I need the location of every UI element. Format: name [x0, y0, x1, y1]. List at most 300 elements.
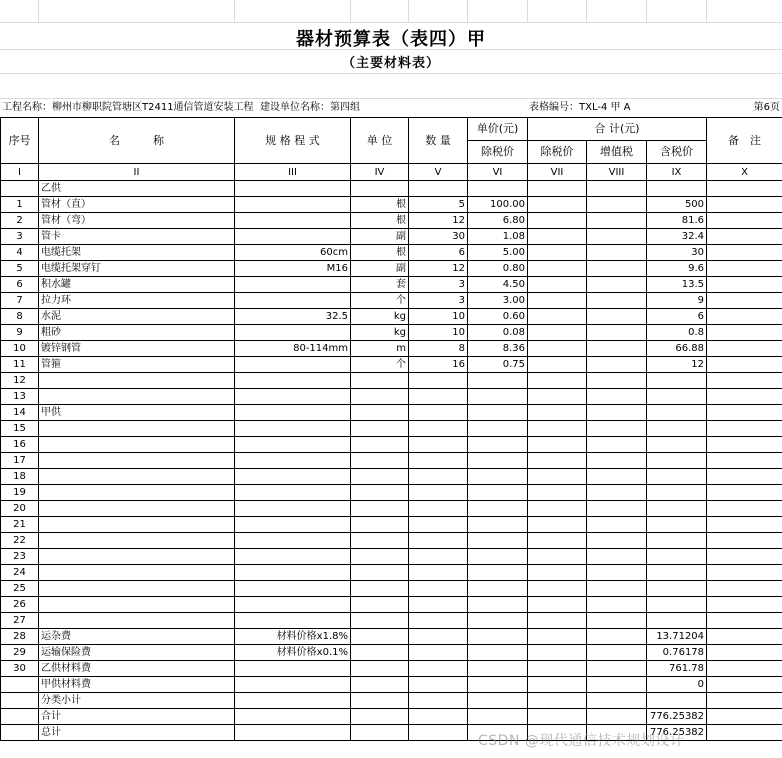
- row-spec[interactable]: [235, 181, 351, 197]
- row-seq[interactable]: 21: [1, 517, 39, 533]
- row-seq[interactable]: 10: [1, 341, 39, 357]
- row-qty[interactable]: 10: [409, 325, 468, 341]
- row-unit-price[interactable]: [468, 709, 528, 725]
- row-ex-tax[interactable]: [528, 389, 587, 405]
- row-name[interactable]: [39, 549, 235, 565]
- row-ex-tax[interactable]: [528, 485, 587, 501]
- row-spec[interactable]: [235, 725, 351, 741]
- row-remark[interactable]: [707, 373, 782, 389]
- row-remark[interactable]: [707, 325, 782, 341]
- row-vat[interactable]: [587, 469, 647, 485]
- row-vat[interactable]: [587, 709, 647, 725]
- row-remark[interactable]: [707, 661, 782, 677]
- row-seq[interactable]: 24: [1, 565, 39, 581]
- row-qty[interactable]: [409, 421, 468, 437]
- row-name[interactable]: 电缆托架穿钉: [39, 261, 235, 277]
- row-vat[interactable]: [587, 661, 647, 677]
- row-unit-price[interactable]: 8.36: [468, 341, 528, 357]
- row-ex-tax[interactable]: [528, 341, 587, 357]
- row-ex-tax[interactable]: [528, 261, 587, 277]
- row-spec[interactable]: [235, 229, 351, 245]
- row-unit[interactable]: [351, 501, 409, 517]
- row-unit-price[interactable]: 5.00: [468, 245, 528, 261]
- row-remark[interactable]: [707, 677, 782, 693]
- row-qty[interactable]: [409, 677, 468, 693]
- row-unit[interactable]: [351, 373, 409, 389]
- row-unit[interactable]: [351, 533, 409, 549]
- row-spec[interactable]: [235, 421, 351, 437]
- row-unit[interactable]: 根: [351, 197, 409, 213]
- row-name[interactable]: [39, 565, 235, 581]
- row-spec[interactable]: [235, 565, 351, 581]
- row-unit-price[interactable]: [468, 693, 528, 709]
- row-seq[interactable]: 7: [1, 293, 39, 309]
- row-unit-price[interactable]: [468, 501, 528, 517]
- row-ex-tax[interactable]: [528, 293, 587, 309]
- row-qty[interactable]: 12: [409, 261, 468, 277]
- row-seq[interactable]: 22: [1, 533, 39, 549]
- row-ex-tax[interactable]: [528, 709, 587, 725]
- row-seq[interactable]: [1, 677, 39, 693]
- row-remark[interactable]: [707, 693, 782, 709]
- row-vat[interactable]: [587, 581, 647, 597]
- row-seq[interactable]: [1, 181, 39, 197]
- row-spec[interactable]: [235, 437, 351, 453]
- row-incl-tax[interactable]: [647, 453, 707, 469]
- row-name[interactable]: 镀锌钢管: [39, 341, 235, 357]
- row-ex-tax[interactable]: [528, 501, 587, 517]
- row-name[interactable]: 运输保险费: [39, 645, 235, 661]
- row-qty[interactable]: [409, 501, 468, 517]
- row-remark[interactable]: [707, 213, 782, 229]
- row-vat[interactable]: [587, 373, 647, 389]
- row-unit[interactable]: [351, 485, 409, 501]
- row-vat[interactable]: [587, 517, 647, 533]
- row-qty[interactable]: [409, 485, 468, 501]
- row-unit-price[interactable]: 0.60: [468, 309, 528, 325]
- row-name[interactable]: [39, 613, 235, 629]
- row-qty[interactable]: [409, 469, 468, 485]
- row-name[interactable]: 积水罐: [39, 277, 235, 293]
- row-name[interactable]: [39, 469, 235, 485]
- row-unit-price[interactable]: 0.08: [468, 325, 528, 341]
- row-incl-tax[interactable]: 761.78: [647, 661, 707, 677]
- row-remark[interactable]: [707, 277, 782, 293]
- row-spec[interactable]: [235, 373, 351, 389]
- row-spec[interactable]: [235, 581, 351, 597]
- row-incl-tax[interactable]: 0.76178: [647, 645, 707, 661]
- row-name[interactable]: [39, 421, 235, 437]
- row-unit-price[interactable]: [468, 533, 528, 549]
- row-name[interactable]: [39, 581, 235, 597]
- row-spec[interactable]: [235, 501, 351, 517]
- row-vat[interactable]: [587, 597, 647, 613]
- row-qty[interactable]: 8: [409, 341, 468, 357]
- row-unit-price[interactable]: [468, 677, 528, 693]
- row-ex-tax[interactable]: [528, 229, 587, 245]
- row-remark[interactable]: [707, 645, 782, 661]
- row-qty[interactable]: [409, 629, 468, 645]
- row-vat[interactable]: [587, 485, 647, 501]
- row-unit-price[interactable]: 6.80: [468, 213, 528, 229]
- row-ex-tax[interactable]: [528, 453, 587, 469]
- row-unit[interactable]: [351, 517, 409, 533]
- row-ex-tax[interactable]: [528, 309, 587, 325]
- row-ex-tax[interactable]: [528, 469, 587, 485]
- row-spec[interactable]: [235, 213, 351, 229]
- row-seq[interactable]: 18: [1, 469, 39, 485]
- row-ex-tax[interactable]: [528, 421, 587, 437]
- row-qty[interactable]: [409, 373, 468, 389]
- row-vat[interactable]: [587, 309, 647, 325]
- row-name[interactable]: [39, 437, 235, 453]
- row-ex-tax[interactable]: [528, 437, 587, 453]
- row-ex-tax[interactable]: [528, 181, 587, 197]
- row-spec[interactable]: 60cm: [235, 245, 351, 261]
- row-ex-tax[interactable]: [528, 629, 587, 645]
- row-unit[interactable]: [351, 437, 409, 453]
- row-vat[interactable]: [587, 389, 647, 405]
- row-seq[interactable]: 9: [1, 325, 39, 341]
- row-qty[interactable]: [409, 437, 468, 453]
- row-vat[interactable]: [587, 629, 647, 645]
- row-seq[interactable]: 16: [1, 437, 39, 453]
- row-qty[interactable]: 12: [409, 213, 468, 229]
- row-name[interactable]: [39, 453, 235, 469]
- row-unit[interactable]: [351, 597, 409, 613]
- row-incl-tax[interactable]: [647, 437, 707, 453]
- row-spec[interactable]: 材料价格x1.8%: [235, 629, 351, 645]
- row-unit[interactable]: 根: [351, 213, 409, 229]
- row-unit-price[interactable]: 4.50: [468, 277, 528, 293]
- row-incl-tax[interactable]: 0.8: [647, 325, 707, 341]
- row-seq[interactable]: 15: [1, 421, 39, 437]
- row-unit[interactable]: 个: [351, 293, 409, 309]
- row-spec[interactable]: [235, 325, 351, 341]
- row-unit[interactable]: 个: [351, 357, 409, 373]
- row-unit[interactable]: [351, 389, 409, 405]
- row-name[interactable]: [39, 373, 235, 389]
- row-ex-tax[interactable]: [528, 693, 587, 709]
- row-unit-price[interactable]: [468, 389, 528, 405]
- row-qty[interactable]: [409, 645, 468, 661]
- row-spec[interactable]: [235, 517, 351, 533]
- row-name[interactable]: 管卡: [39, 229, 235, 245]
- row-incl-tax[interactable]: [647, 373, 707, 389]
- row-incl-tax[interactable]: 776.25382: [647, 709, 707, 725]
- row-spec[interactable]: [235, 613, 351, 629]
- row-name[interactable]: 甲供材料费: [39, 677, 235, 693]
- row-qty[interactable]: [409, 597, 468, 613]
- row-spec[interactable]: [235, 693, 351, 709]
- row-vat[interactable]: [587, 261, 647, 277]
- row-seq[interactable]: 30: [1, 661, 39, 677]
- row-seq[interactable]: 13: [1, 389, 39, 405]
- row-incl-tax[interactable]: [647, 181, 707, 197]
- row-seq[interactable]: [1, 709, 39, 725]
- row-vat[interactable]: [587, 549, 647, 565]
- row-incl-tax[interactable]: [647, 517, 707, 533]
- row-name[interactable]: [39, 389, 235, 405]
- row-name[interactable]: [39, 597, 235, 613]
- row-incl-tax[interactable]: [647, 565, 707, 581]
- row-name[interactable]: 合计: [39, 709, 235, 725]
- row-name[interactable]: 粗砂: [39, 325, 235, 341]
- row-unit[interactable]: [351, 629, 409, 645]
- row-unit-price[interactable]: [468, 485, 528, 501]
- row-unit-price[interactable]: 0.75: [468, 357, 528, 373]
- row-vat[interactable]: [587, 181, 647, 197]
- row-ex-tax[interactable]: [528, 405, 587, 421]
- row-qty[interactable]: [409, 181, 468, 197]
- row-remark[interactable]: [707, 469, 782, 485]
- row-seq[interactable]: [1, 725, 39, 741]
- row-ex-tax[interactable]: [528, 277, 587, 293]
- row-name[interactable]: 水泥: [39, 309, 235, 325]
- row-ex-tax[interactable]: [528, 245, 587, 261]
- row-ex-tax[interactable]: [528, 581, 587, 597]
- row-incl-tax[interactable]: [647, 533, 707, 549]
- row-unit-price[interactable]: [468, 405, 528, 421]
- row-spec[interactable]: [235, 405, 351, 421]
- row-unit-price[interactable]: [468, 453, 528, 469]
- row-spec[interactable]: 32.5: [235, 309, 351, 325]
- row-remark[interactable]: [707, 421, 782, 437]
- row-ex-tax[interactable]: [528, 197, 587, 213]
- row-vat[interactable]: [587, 405, 647, 421]
- row-spec[interactable]: [235, 549, 351, 565]
- row-spec[interactable]: [235, 597, 351, 613]
- row-remark[interactable]: [707, 565, 782, 581]
- row-qty[interactable]: 3: [409, 277, 468, 293]
- row-unit-price[interactable]: [468, 373, 528, 389]
- row-seq[interactable]: 29: [1, 645, 39, 661]
- row-remark[interactable]: [707, 629, 782, 645]
- row-incl-tax[interactable]: 66.88: [647, 341, 707, 357]
- row-remark[interactable]: [707, 405, 782, 421]
- row-vat[interactable]: [587, 357, 647, 373]
- row-vat[interactable]: [587, 677, 647, 693]
- row-name[interactable]: 管箍: [39, 357, 235, 373]
- row-unit-price[interactable]: [468, 645, 528, 661]
- row-ex-tax[interactable]: [528, 325, 587, 341]
- row-incl-tax[interactable]: [647, 501, 707, 517]
- row-ex-tax[interactable]: [528, 661, 587, 677]
- row-remark[interactable]: [707, 389, 782, 405]
- row-remark[interactable]: [707, 485, 782, 501]
- row-unit[interactable]: [351, 469, 409, 485]
- row-vat[interactable]: [587, 565, 647, 581]
- row-seq[interactable]: 25: [1, 581, 39, 597]
- row-unit[interactable]: 副: [351, 229, 409, 245]
- row-ex-tax[interactable]: [528, 357, 587, 373]
- row-qty[interactable]: [409, 517, 468, 533]
- row-ex-tax[interactable]: [528, 645, 587, 661]
- row-remark[interactable]: [707, 549, 782, 565]
- row-incl-tax[interactable]: 9: [647, 293, 707, 309]
- row-unit-price[interactable]: 3.00: [468, 293, 528, 309]
- row-name[interactable]: 管材（直）: [39, 197, 235, 213]
- row-unit-price[interactable]: [468, 581, 528, 597]
- row-remark[interactable]: [707, 709, 782, 725]
- row-unit[interactable]: [351, 421, 409, 437]
- row-spec[interactable]: [235, 197, 351, 213]
- row-unit-price[interactable]: [468, 629, 528, 645]
- row-remark[interactable]: [707, 453, 782, 469]
- row-vat[interactable]: [587, 213, 647, 229]
- row-unit[interactable]: m: [351, 341, 409, 357]
- row-name[interactable]: 乙供材料费: [39, 661, 235, 677]
- row-name[interactable]: [39, 501, 235, 517]
- row-unit[interactable]: [351, 181, 409, 197]
- row-ex-tax[interactable]: [528, 533, 587, 549]
- row-remark[interactable]: [707, 357, 782, 373]
- row-vat[interactable]: [587, 645, 647, 661]
- row-remark[interactable]: [707, 261, 782, 277]
- row-seq[interactable]: 3: [1, 229, 39, 245]
- row-qty[interactable]: [409, 693, 468, 709]
- row-qty[interactable]: 16: [409, 357, 468, 373]
- row-remark[interactable]: [707, 245, 782, 261]
- row-seq[interactable]: 12: [1, 373, 39, 389]
- row-incl-tax[interactable]: 776.25382: [647, 725, 707, 741]
- row-name[interactable]: 总计: [39, 725, 235, 741]
- row-spec[interactable]: 材料价格x0.1%: [235, 645, 351, 661]
- row-vat[interactable]: [587, 245, 647, 261]
- row-unit[interactable]: [351, 613, 409, 629]
- row-qty[interactable]: 10: [409, 309, 468, 325]
- row-vat[interactable]: [587, 197, 647, 213]
- row-unit[interactable]: [351, 565, 409, 581]
- row-remark[interactable]: [707, 197, 782, 213]
- row-unit[interactable]: [351, 661, 409, 677]
- row-unit[interactable]: [351, 709, 409, 725]
- row-ex-tax[interactable]: [528, 565, 587, 581]
- row-seq[interactable]: 6: [1, 277, 39, 293]
- row-remark[interactable]: [707, 581, 782, 597]
- row-qty[interactable]: [409, 725, 468, 741]
- row-vat[interactable]: [587, 533, 647, 549]
- row-vat[interactable]: [587, 229, 647, 245]
- row-remark[interactable]: [707, 229, 782, 245]
- row-seq[interactable]: 26: [1, 597, 39, 613]
- row-qty[interactable]: [409, 533, 468, 549]
- row-seq[interactable]: 19: [1, 485, 39, 501]
- row-qty[interactable]: [409, 661, 468, 677]
- row-remark[interactable]: [707, 597, 782, 613]
- row-incl-tax[interactable]: 0: [647, 677, 707, 693]
- row-spec[interactable]: [235, 357, 351, 373]
- row-seq[interactable]: 27: [1, 613, 39, 629]
- row-unit[interactable]: 套: [351, 277, 409, 293]
- row-unit[interactable]: kg: [351, 309, 409, 325]
- row-unit[interactable]: 副: [351, 261, 409, 277]
- row-unit[interactable]: [351, 677, 409, 693]
- row-remark[interactable]: [707, 501, 782, 517]
- row-qty[interactable]: 3: [409, 293, 468, 309]
- row-ex-tax[interactable]: [528, 517, 587, 533]
- row-unit-price[interactable]: [468, 469, 528, 485]
- row-remark[interactable]: [707, 517, 782, 533]
- row-qty[interactable]: [409, 565, 468, 581]
- row-spec[interactable]: [235, 469, 351, 485]
- row-unit-price[interactable]: 1.08: [468, 229, 528, 245]
- row-spec[interactable]: [235, 485, 351, 501]
- row-ex-tax[interactable]: [528, 373, 587, 389]
- row-unit[interactable]: [351, 693, 409, 709]
- row-incl-tax[interactable]: [647, 693, 707, 709]
- row-remark[interactable]: [707, 725, 782, 741]
- row-unit-price[interactable]: 100.00: [468, 197, 528, 213]
- row-incl-tax[interactable]: [647, 485, 707, 501]
- row-seq[interactable]: 4: [1, 245, 39, 261]
- row-incl-tax[interactable]: 9.6: [647, 261, 707, 277]
- row-qty[interactable]: 5: [409, 197, 468, 213]
- row-vat[interactable]: [587, 693, 647, 709]
- row-name[interactable]: [39, 533, 235, 549]
- row-vat[interactable]: [587, 613, 647, 629]
- row-ex-tax[interactable]: [528, 213, 587, 229]
- row-seq[interactable]: 17: [1, 453, 39, 469]
- row-unit-price[interactable]: [468, 517, 528, 533]
- row-qty[interactable]: [409, 613, 468, 629]
- row-seq[interactable]: 8: [1, 309, 39, 325]
- row-seq[interactable]: 23: [1, 549, 39, 565]
- row-incl-tax[interactable]: [647, 549, 707, 565]
- row-unit[interactable]: [351, 453, 409, 469]
- row-spec[interactable]: [235, 293, 351, 309]
- row-qty[interactable]: 30: [409, 229, 468, 245]
- row-qty[interactable]: [409, 389, 468, 405]
- row-seq[interactable]: 28: [1, 629, 39, 645]
- row-ex-tax[interactable]: [528, 549, 587, 565]
- row-name[interactable]: [39, 517, 235, 533]
- row-incl-tax[interactable]: 30: [647, 245, 707, 261]
- row-unit-price[interactable]: [468, 549, 528, 565]
- row-unit-price[interactable]: [468, 661, 528, 677]
- row-remark[interactable]: [707, 309, 782, 325]
- row-seq[interactable]: 20: [1, 501, 39, 517]
- row-incl-tax[interactable]: [647, 421, 707, 437]
- row-remark[interactable]: [707, 181, 782, 197]
- row-spec[interactable]: 80-114mm: [235, 341, 351, 357]
- row-seq[interactable]: 1: [1, 197, 39, 213]
- row-unit[interactable]: [351, 645, 409, 661]
- row-remark[interactable]: [707, 341, 782, 357]
- row-incl-tax[interactable]: 32.4: [647, 229, 707, 245]
- row-spec[interactable]: [235, 277, 351, 293]
- row-incl-tax[interactable]: 6: [647, 309, 707, 325]
- row-seq[interactable]: [1, 693, 39, 709]
- row-qty[interactable]: 6: [409, 245, 468, 261]
- row-unit-price[interactable]: [468, 597, 528, 613]
- row-qty[interactable]: [409, 581, 468, 597]
- row-name[interactable]: 甲供: [39, 405, 235, 421]
- row-spec[interactable]: [235, 533, 351, 549]
- row-seq[interactable]: 11: [1, 357, 39, 373]
- row-vat[interactable]: [587, 293, 647, 309]
- row-incl-tax[interactable]: 13.5: [647, 277, 707, 293]
- row-remark[interactable]: [707, 613, 782, 629]
- row-qty[interactable]: [409, 405, 468, 421]
- row-ex-tax[interactable]: [528, 677, 587, 693]
- row-unit-price[interactable]: [468, 437, 528, 453]
- row-name[interactable]: 运杂费: [39, 629, 235, 645]
- row-ex-tax[interactable]: [528, 597, 587, 613]
- row-incl-tax[interactable]: [647, 581, 707, 597]
- row-name[interactable]: 电缆托架: [39, 245, 235, 261]
- row-vat[interactable]: [587, 453, 647, 469]
